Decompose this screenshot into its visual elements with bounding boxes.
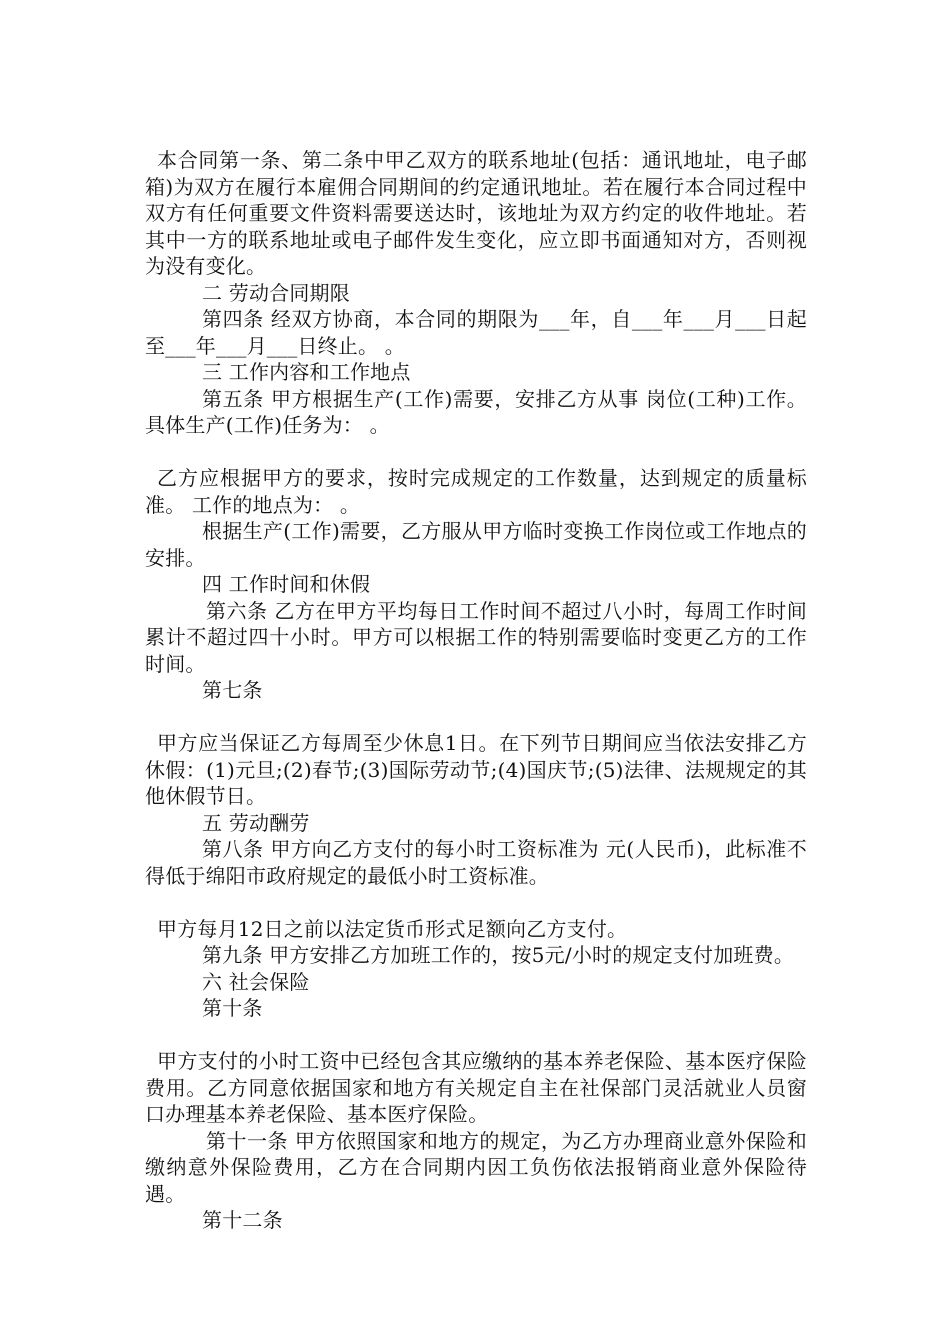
section-heading-work-hours: 四 工作时间和休假 (202, 572, 371, 596)
blank-line (145, 889, 807, 916)
paragraph-position-change: 根据生产(工作)需要，乙方服从甲方临时变换工作岗位或工作地点的安排。 (145, 519, 807, 570)
blank-line (145, 439, 807, 466)
article-7-heading: 第七条 (202, 678, 263, 702)
paragraph-work-requirements: 乙方应根据甲方的要求，按时完成规定的工作数量，达到规定的质量标准。 工作的地点为： 。 (145, 466, 807, 517)
section-heading-social-insurance: 六 社会保险 (202, 969, 310, 994)
article-10-heading: 第十条 (202, 996, 263, 1020)
paragraph-payment-date: 甲方每月12日之前以法定货币形式足额向乙方支付。 (157, 916, 628, 941)
article-5: 第五条 甲方根据生产(工作)需要，安排乙方从事 岗位(工种)工作。具体生产(工作)任务为： 。 (145, 386, 807, 437)
blank-line (145, 704, 807, 731)
article-12-heading: 第十二条 (202, 1208, 283, 1232)
paragraph-insurance-included: 甲方支付的小时工资中已经包含其应缴纳的基本养老保险、基本医疗保险费用。乙方同意依据国家和地方有关规定自主在社保部门灵活就业人员窗口办理基本养老保险、基本医疗保险。 (145, 1049, 807, 1126)
article-8: 第八条 甲方向乙方支付的每小时工资标准为 元(人民币)，此标准不得低于绵阳市政府规定的最低小时工资标准。 (145, 837, 807, 888)
section-heading-contract-term: 二 劳动合同期限 (202, 280, 350, 305)
section-heading-work-content: 三 工作内容和工作地点 (202, 360, 411, 384)
article-11: 第十一条 甲方依照国家和地方的规定，为乙方办理商业意外保险和缴纳意外保险费用，乙方在合同期内因工负伤依法报销商业意外保险待遇。 (145, 1128, 807, 1206)
blank-line (145, 1022, 807, 1049)
section-heading-remuneration: 五 劳动酬劳 (202, 810, 310, 835)
paragraph-holidays: 甲方应当保证乙方每周至少休息1日。在下列节日期间应当依法安排乙方休假：(1)元旦;(2)春节;(3)国际劳动节;(4)国庆节;(5)法律、法规规定的其他休假节日。 (145, 731, 807, 808)
article-9: 第九条 甲方安排乙方加班工作的，按5元/小时的规定支付加班费。 (202, 943, 795, 967)
article-4: 第四条 经双方协商，本合同的期限为___年，自___年___月___日起至___年___月___日终止。 。 (145, 307, 807, 358)
paragraph-contact-address: 本合同第一条、第二条中甲乙双方的联系地址(包括：通讯地址，电子邮箱)为双方在履行本雇佣合同期间的约定通讯地址。若在履行本合同过程中双方有任何重要文件资料需要送达时，该地址为双方约定的收件地址。若其中一方的联系地址或电子邮件发生变化，应立即书面通知对方，否则视为没有变化。 (145, 148, 807, 278)
document-body (145, 147, 807, 1234)
article-6: 第六条 乙方在甲方平均每日工作时间不超过八小时，每周工作时间累计不超过四十小时。甲方可以根据工作的特别需要临时变更乙方的工作时间。 (145, 598, 807, 676)
